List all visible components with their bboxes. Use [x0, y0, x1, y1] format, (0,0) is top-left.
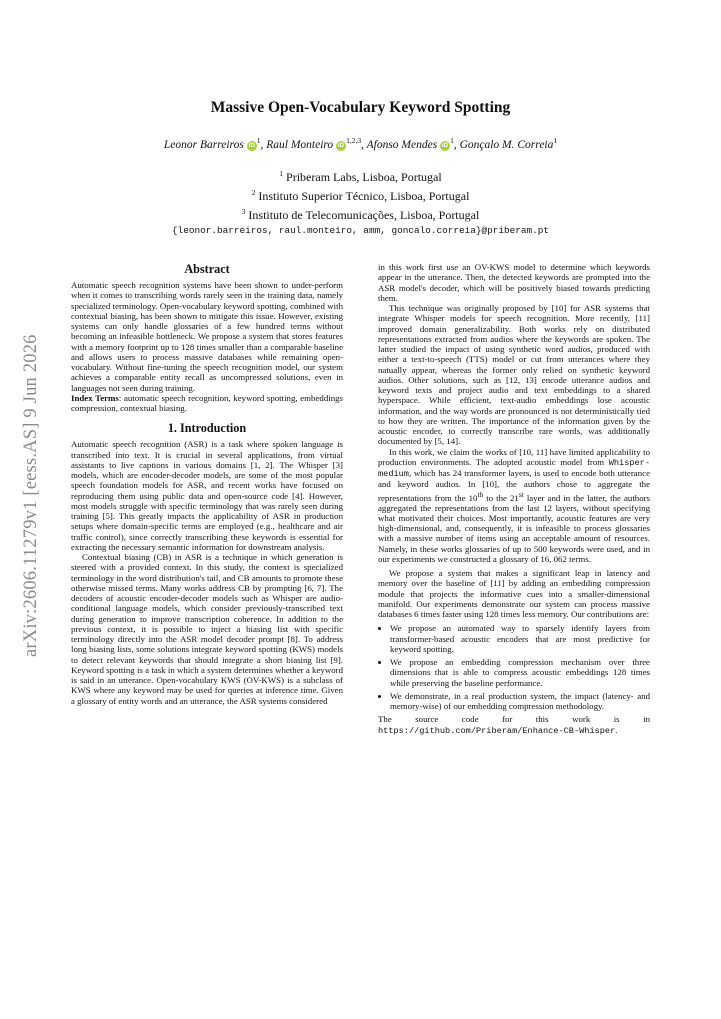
- orcid-icon[interactable]: iD: [441, 141, 449, 149]
- author-affil: 1: [450, 136, 454, 145]
- affiliation-text: Priberam Labs, Lisboa, Portugal: [286, 170, 442, 184]
- intro-heading: 1. Introduction: [167, 421, 247, 436]
- intro-paragraph: We propose a system that makes a significant leap in latency and memory over the baseline of [11] by adding an embedding compression module that projects the informative cues into a smaller-dimensional manifold. Our experiments demonstrate our system can process massive databases 6 times faster using 128 times less memory. Our contributions are:: [378, 568, 650, 620]
- abstract-heading: Abstract: [184, 262, 230, 276]
- author-name: Afonso Mendes: [366, 138, 438, 151]
- contribution-item: • We propose an automated way to sparsely identify layers from transformer-based acoustic encoders that are most predictive for keyword spotting.: [390, 623, 650, 654]
- affiliation-text: Instituto Superior Técnico, Lisboa, Portugal: [258, 189, 470, 203]
- intro-paragraph: Contextual biasing (CB) in ASR is a technique in which generation is steered with a provided context. In this study, the context is specialized terminology in the word distribution's tail, and CB amounts to promote these otherwise missed terms. Many works address CB by prompting [6, 7]. The decoders of acoustic encoder-decoder models such as Whisper are audio-conditional language models, which consider previously-transcribed text during generation to improve transcription coherence. In addition to the previous context, it is possible to inject a biasing list with specific terminology directly into the ASR model decoder prompt [8]. To address long biasing lists, some solutions integrate keyword spotting (KWS) models to detect relevant keywords that should integrate a short biasing list [9]. Keyword spotting is a task in which a system determines whether a keyword is said in an utterance. Open-vocabulary KWS (OV-KWS) is a subclass of KWS where any keyword may be used for queries at inference time. Given a glossary of entity words and an utterance, the ASR systems considered: [71, 552, 343, 706]
- text-span: .: [615, 724, 618, 735]
- text-span: In this work, we claim the works of [10, 11] have limited applicability to production environments. The adopted acoustic model from: [378, 446, 650, 467]
- index-terms: [71, 393, 343, 414]
- affiliation-line: [0, 204, 721, 223]
- author-affil: 1: [553, 136, 558, 145]
- text-span: to the 21: [483, 492, 519, 503]
- contributions-list: [378, 623, 650, 711]
- author-name: Gonçalo M. Correia: [459, 138, 554, 151]
- right-column: [378, 262, 650, 736]
- contribution-item: • We demonstrate, in a real production system, the impact (latency- and memory-wise) of our embedding compression methodology.: [390, 691, 650, 712]
- index-terms-label: Index Terms: [71, 392, 119, 403]
- intro-paragraph: in this work first use an OV-KWS model to determine which keywords appear in the utterance. Then, the detected keywords are prompted into the ASR model's decoder, which will be positively biased towards predicting them.: [378, 262, 650, 303]
- affiliation-number: 2: [251, 188, 256, 197]
- text-span: The source code for this work is in: [378, 714, 650, 725]
- ordinal-suffix: th: [477, 489, 484, 499]
- author-list: Leonor Barreiros $iD^1$, Raul Monteiro iD$^{1,2,3}$, Afonso Mendes $iD^1$, Gonçalo M. Correia$^1$: [163, 136, 558, 151]
- affiliation-line: [0, 185, 721, 204]
- source-code-note: [378, 714, 650, 736]
- author-affil: 1,2,3: [346, 136, 362, 145]
- affiliation-text: Instituto de Telecomunicações, Lisboa, Portugal: [248, 208, 480, 222]
- orcid-icon[interactable]: iD: [337, 141, 345, 149]
- author-affil: 1: [256, 136, 261, 145]
- abstract-text: Automatic speech recognition systems have been shown to under-perform when it comes to transcribing words rarely seen in the training data, namely specialized terminology. Open-vocabulary keyword spotting, combined with contextual biasing, has been shown to mitigate this issue. However, existing systems can only handle glossaries of a few hundred terms without becoming an infeasible bottleneck. We propose a system that stores features with a memory footprint up to 128 times smaller than a comparable baseline and allows users to process massive databases while remaining open-vocabulary. Without fine-tuning the speech recognition model, our system achieves a comparable entity recall as uncompressed solutions, even in languages not seen during training.: [71, 280, 343, 393]
- left-column: [71, 262, 343, 706]
- paper-title: Massive Open-Vocabulary Keyword Spotting: [210, 99, 511, 116]
- affiliation-number: 3: [241, 207, 246, 216]
- affiliation-number: 1: [279, 169, 284, 178]
- author-name: Raul Monteiro: [266, 138, 334, 151]
- contribution-item: • We propose an embedding compression mechanism over three dimensions that is able to compress acoustic embeddings 128 times while preserving the baseline performance.: [390, 657, 650, 688]
- text-span: layer and in the latter, the authors aggregated the representations from the last 12 layers, without specifying what motivated their choices. Most importantly, acoustic features are very high-dimensional, and, consequently, it is infeasible to process glossaries with a massive number of items using an acceptable amount of resources. Namely, in these works glossaries of up to 500 keywords were used, and in our experiments we constructed a glossary of 16, 062 terms.: [378, 492, 651, 564]
- model-name: Whisper-medium: [378, 457, 650, 479]
- orcid-icon[interactable]: iD: [248, 141, 255, 149]
- intro-paragraph: [378, 447, 650, 565]
- intro-paragraph: This technique was originally proposed by [10] for ASR systems that integrate Whisper models for speech recognition. More recently, [11] improved domain generalizability. Both works rely on distributed representations extracted from audios where the keywords are spoken. The latter studied the impact of using synthetic word audios, produced with either a text-to-speech (TTS) model or cut from utterances where they natually appear, whereas the former only relied on synthetic keyword audios. Other solutions, such as [12, 13] encode utterance audios and keyword texts and project audio and text embeddings to a shared hyperspace. While efficient, text-audio embeddings lose acoustic information, and the way words are pronounced is not deterministically tied to how they are written. The importance of the information given by the acoustic encoder, to correctly transcribe rare words, was additionally documented by [5, 14].: [378, 303, 650, 447]
- source-code-link[interactable]: https://github.com/Priberam/Enhance-CB-Whisper: [378, 725, 616, 736]
- index-terms-text: : automatic speech recognition, keyword spotting, embeddings compression, contextual biasing.: [71, 392, 343, 413]
- affiliations: [0, 166, 721, 238]
- ordinal-suffix: st: [518, 489, 524, 499]
- affiliation-line: [0, 166, 721, 185]
- intro-paragraph: Automatic speech recognition (ASR) is a task where spoken language is transcribed into text. It is crucial in several applications, from virtual assistants to live captions in various domains [1, 2]. The Whisper [3] models, which are encoder-decoder models, are some of the most popular speech foundation models for ASR, and recent works have focused on reproducing them using public data and open-source code [4]. However, most models struggle with specific terminology that was rarely seen during training [5]. This greatly impacts the applicability of ASR in production setups where domain-specific terms are employed (e.g., healthcare and air traffic control), since correctly transcribing these keywords is essential for extracting the necessary semantic information for downstream analysis.: [71, 439, 343, 552]
- text-span: , which has 24 transformer layers, is used to encode both utterance and keyword audios. In [10], the authors chose to aggregate the representations from the 10: [378, 468, 650, 503]
- author-emails: {leonor.barreiros, raul.monteiro, amm, goncalo.correia}@priberam.pt: [172, 225, 549, 236]
- author-name: Leonor Barreiros: [163, 138, 244, 151]
- arxiv-stamp[interactable]: arXiv:2606.11279v1 [eess.AS] 9 Jun 2026: [21, 334, 41, 657]
